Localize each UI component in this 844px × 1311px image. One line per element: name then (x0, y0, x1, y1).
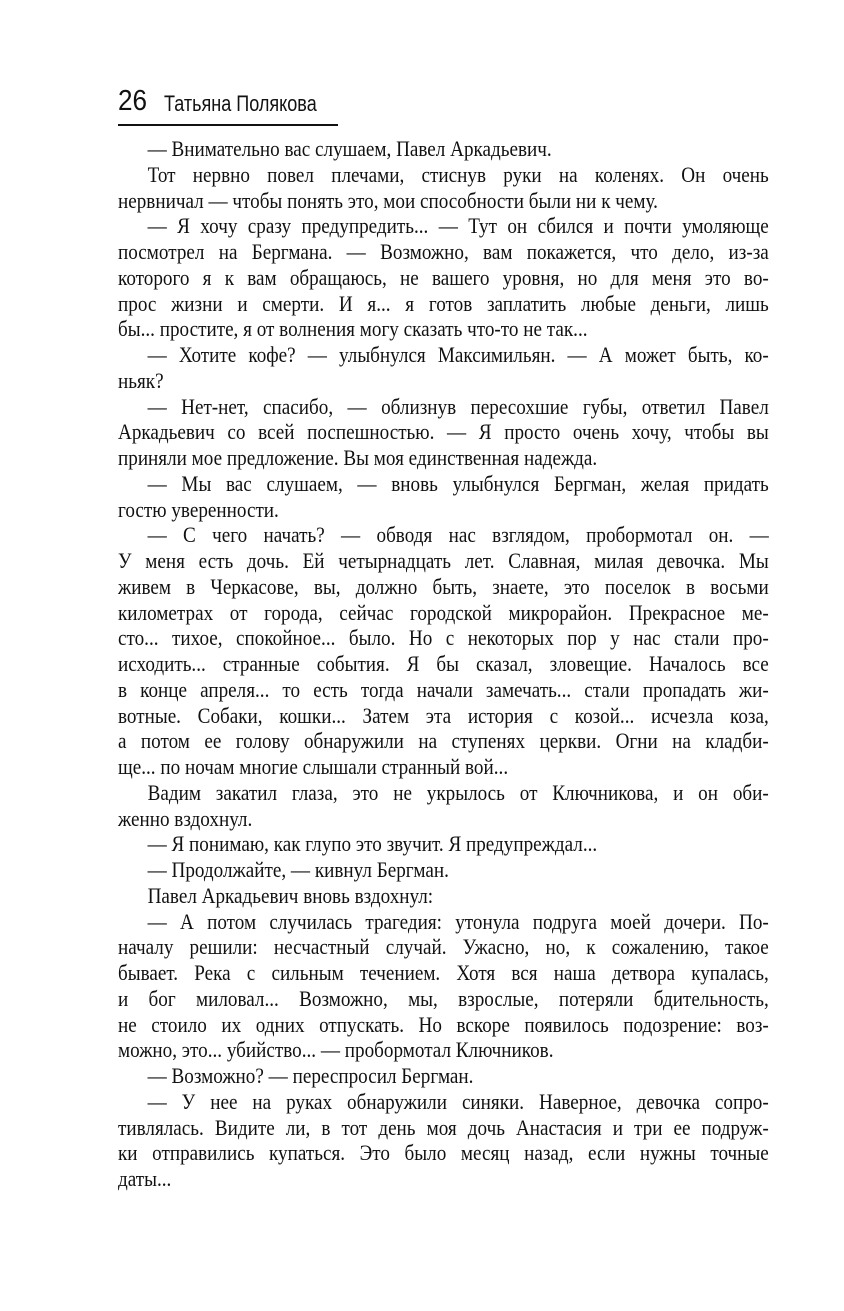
text-line-content: женно вздохнул. (118, 805, 253, 831)
text-line-content: ньяк? (118, 367, 164, 393)
text-line-content: — Нет-нет, спасибо, — облизнув пересохшие губы, ответил Павел (147, 393, 769, 419)
text-line-content: в конце апреля... то есть тогда начали замечать... стали пропадать жи- (118, 676, 769, 702)
text-line (118, 394, 769, 420)
text-line (118, 522, 769, 548)
text-line (118, 162, 769, 188)
text-line (118, 728, 769, 754)
text-line-content: — Я хочу сразу предупредить... — Тут он сбился и почти умоляюще (147, 213, 769, 239)
text-line-content: началу решили: несчастный случай. Ужасно, но, к сожалению, такое (118, 934, 769, 960)
text-line-content: которого я к вам обращаюсь, не вашего уровня, но для меня это во- (118, 264, 769, 290)
text-line (118, 419, 769, 445)
text-line-content: а потом ее голову обнаружили на ступенях церкви. Огни на кладби- (118, 728, 769, 754)
text-line (118, 754, 769, 780)
text-line-content: Аркадьевич со всей поспешностью. — Я просто очень хочу, чтобы вы (118, 419, 769, 445)
author-name: Татьяна Полякова (164, 91, 317, 116)
text-line-content: приняли мое предложение. Вы моя единственная надежда. (118, 445, 598, 470)
text-line-content: вотные. Собаки, кошки... Затем эта история с козой... исчезла коза, (118, 702, 769, 728)
text-line (118, 1115, 769, 1141)
text-line (118, 368, 769, 394)
text-line (118, 703, 769, 729)
page-number: 26 (118, 85, 148, 117)
text-line (118, 213, 769, 239)
text-line (118, 909, 769, 935)
text-line-content: сто... тихое, спокойное... было. Но с некоторых пор у нас стали про- (118, 625, 769, 651)
text-line (118, 188, 769, 214)
text-line (118, 471, 769, 497)
text-line (118, 806, 769, 832)
text-line-content: Вадим закатил глаза, это не укрылось от Ключникова, и он оби- (147, 779, 769, 805)
text-line (118, 960, 769, 986)
text-line (118, 291, 769, 317)
text-line-content: гостю уверенности. (118, 496, 279, 522)
text-line (118, 934, 769, 960)
running-header (118, 84, 338, 126)
text-line-content: — Хотите кофе? — улыбнулся Максимильян. — А может быть, ко- (147, 342, 769, 367)
text-line-content: бы... простите, я от волнения могу сказать что-то не так... (118, 316, 588, 342)
text-line (118, 342, 769, 368)
text-line (118, 625, 769, 651)
text-line (118, 136, 769, 162)
text-line-content: У меня есть дочь. Ей четырнадцать лет. Славная, милая девочка. Мы (118, 548, 769, 573)
text-line-content: — А потом случилась трагедия: утонула подруга моей дочери. По- (147, 908, 769, 934)
text-line-content: километрах от города, сейчас городской микрорайон. Прекрасное ме- (118, 599, 769, 625)
text-line-content: — Я понимаю, как глупо это звучит. Я предупреждал... (147, 831, 598, 857)
text-line (118, 1037, 769, 1063)
text-line-content: — Возможно? — переспросил Бергман. (147, 1063, 474, 1088)
text-line (118, 780, 769, 806)
text-line (118, 316, 769, 342)
text-line (118, 883, 769, 909)
body-text (118, 136, 769, 1192)
text-line-content: — Внимательно вас слушаем, Павел Аркадьевич. (147, 136, 552, 161)
text-line-content: — С чего начать? — обводя нас взглядом, пробормотал он. — (147, 522, 769, 548)
text-line-content: ки отправились купаться. Это было месяц назад, если нужны точные (118, 1140, 769, 1166)
text-line (118, 574, 769, 600)
text-line-content: прос жизни и смерти. И я... я готов заплатить любые деньги, лишь (118, 290, 769, 316)
text-line (118, 831, 769, 857)
text-line-content: тивлялась. Видите ли, в тот день моя дочь Анастасия и три ее подруж- (118, 1114, 769, 1140)
text-line-content: бывает. Река с сильным течением. Хотя вся наша детвора купалась, (118, 960, 769, 985)
text-line-content: Павел Аркадьевич вновь вздохнул: (147, 882, 434, 908)
text-line-content: — У нее на руках обнаружили синяки. Наверное, девочка сопро- (147, 1088, 769, 1114)
text-line-content: можно, это... убийство... — пробормотал Ключников. (118, 1037, 554, 1063)
text-line-content: и бог миловал... Возможно, мы, взрослые, потеряли бдительность, (118, 985, 769, 1011)
text-line (118, 1063, 769, 1089)
text-line (118, 1089, 769, 1115)
text-line (118, 265, 769, 291)
text-line (118, 1012, 769, 1038)
text-line (118, 677, 769, 703)
text-line-content: посмотрел на Бергмана. — Возможно, вам покажется, что дело, из-за (118, 239, 769, 264)
text-line-content: Тот нервно повел плечами, стиснув руки на коленях. Он очень (147, 161, 769, 187)
text-line-content: исходить... странные события. Я бы сказал, зловещие. Началось все (118, 651, 769, 676)
text-line (118, 1166, 769, 1192)
text-line-content: ще... по ночам многие слышали странный вой... (118, 754, 509, 779)
text-line-content: не стоило их одних отпускать. Но вскоре появилось подозрение: воз- (118, 1011, 769, 1037)
text-line-content: — Мы вас слушаем, — вновь улыбнулся Бергман, желая придать (147, 470, 769, 496)
text-line (118, 857, 769, 883)
text-line-content: — Продолжайте, — кивнул Бергман. (147, 857, 449, 882)
text-line (118, 1140, 769, 1166)
text-line (118, 548, 769, 574)
text-line (118, 986, 769, 1012)
text-line (118, 239, 769, 265)
text-line-content: нервничал — чтобы понять это, мои способности были ни к чему. (118, 187, 658, 213)
text-line (118, 445, 769, 471)
text-line (118, 651, 769, 677)
text-line-content: даты... (118, 1166, 172, 1191)
text-line (118, 600, 769, 626)
text-line (118, 497, 769, 523)
text-line-content: живем в Черкасове, вы, должно быть, знаете, это поселок в восьми (118, 573, 769, 599)
